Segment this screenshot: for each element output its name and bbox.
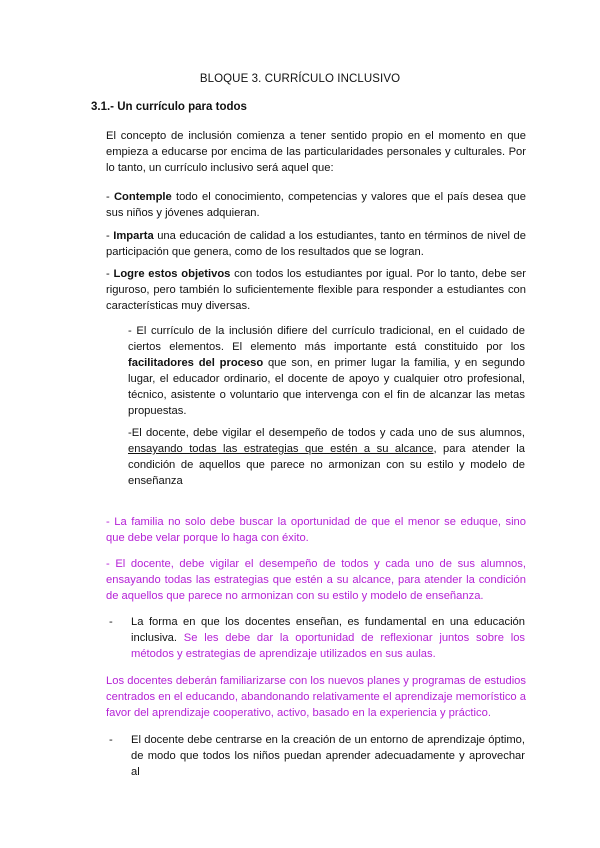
intro-paragraph: El concepto de inclusión comienza a tener sentido propio en el momento en que empieza a educarse por encima de las particularidades personales y culturales. Por lo tanto, un currículo inclusivo será aquel que: <box>106 130 526 174</box>
note-familiarizarse: Los docentes deberán familiarizarse con los nuevos planes y programas de estudios centrados en el educando, abandonando relativamente el aprendizaje memorístico a favor del aprendizaje cooperativo, activo, basado en la experiencia y práctico. <box>106 675 526 719</box>
item-bold: Imparta <box>113 230 154 242</box>
list-item-contemple <box>106 189 526 221</box>
note-entorno: El docente debe centrarse en la creación de un entorno de aprendizaje óptimo, de modo que todos los niños puedan aprender adecuadamente y aprovechar al <box>131 734 525 778</box>
indented-paragraph-docente <box>128 425 525 489</box>
paragraph-text: , para atender la condición de aquellos que parece no armonizan con su estilo y modelo de enseñanza <box>128 443 525 487</box>
item-prefix: - <box>106 191 114 203</box>
note-forma-docentes <box>131 614 525 662</box>
item-prefix: - <box>106 230 114 242</box>
list-item-imparta <box>106 228 526 260</box>
paragraph-text: que son, en primer lugar la familia, y en segundo lugar, el educador ordinario, el docente de apoyo y cualquier otro profesional, técnico, asistente o voluntario que intervenga con el fin de alcanzar las metas propuestas. <box>128 357 525 417</box>
item-text: una educación de calidad a los estudiantes, tanto en términos de nivel de participación que genera, como de los resultados que se logran. <box>106 230 526 258</box>
underlined-text: ensayando todas las estrategias que estén a su alcance <box>128 443 434 455</box>
bullet-dash: - <box>109 734 113 746</box>
item-prefix: - <box>106 268 114 280</box>
paragraph-text: - El currículo de la inclusión difiere del currículo tradicional, en el cuidado de ciertos elementos. El elemento más importante está constituido por los <box>128 325 525 353</box>
item-bold: Logre estos objetivos <box>113 268 231 280</box>
paragraph-bold: facilitadores del proceso <box>128 357 264 369</box>
highlighted-text: Se les debe dar la oportunidad de reflexionar juntos sobre los métodos y estrategias de aprendizaje utilizados en sus aulas. <box>131 632 526 660</box>
list-item-logre <box>106 266 526 314</box>
page-title: BLOQUE 3. CURRÍCULO INCLUSIVO <box>199 73 401 85</box>
note-docente: - El docente, debe vigilar el desempeño de todos y cada uno de sus alumnos, ensayando todas las estrategias que estén a su alcance, para atender la condición de aquellos que parece no armonizan con su estilo y modelo de enseñanza. <box>106 558 526 602</box>
item-bold: Contemple <box>113 191 172 203</box>
paragraph-text: -El docente, debe vigilar el desempeño de todos y cada uno de sus alumnos, <box>128 427 525 439</box>
note-familia: - La familia no solo debe buscar la oportunidad de que el menor se eduque, sino que debe velar porque lo haga con éxito. <box>106 516 526 544</box>
section-heading: 3.1.- Un currículo para todos <box>91 101 247 113</box>
indented-paragraph-facilitadores <box>128 323 525 419</box>
item-text: todo el conocimiento, competencias y valores que el país desea que sus niños y jóvenes adquieran. <box>106 191 526 219</box>
item-text: con todos los estudiantes por igual. Por lo tanto, debe ser riguroso, pero también lo suficientemente flexible para responder a estudiantes con características muy diversas. <box>106 268 526 312</box>
paragraph-text: La forma en que los docentes enseñan, es fundamental en una educación inclusiva. <box>131 616 525 644</box>
bullet-dash: - <box>109 616 113 628</box>
